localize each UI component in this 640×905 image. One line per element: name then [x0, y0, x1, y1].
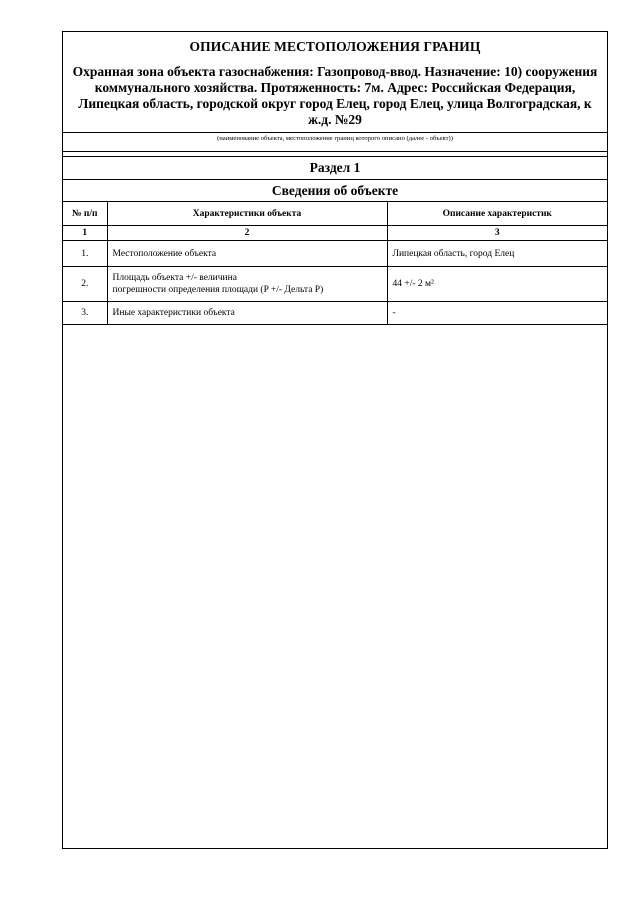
column-header-characteristic: Характеристики объекта [107, 202, 387, 226]
row-description: - [387, 302, 607, 325]
row-number: 1. [63, 241, 107, 267]
column-header-number: № п/п [63, 202, 107, 226]
section-title: Раздел 1 [63, 156, 607, 179]
row-characteristic: Местоположение объекта [107, 241, 387, 267]
row-characteristic-line: Площадь объекта +/- величина [112, 273, 237, 283]
document-header [63, 32, 607, 132]
column-header-description: Описание характеристик [387, 202, 607, 226]
table-row [63, 241, 607, 267]
table-row [63, 267, 607, 302]
section-subtitle: Сведения об объекте [63, 179, 607, 202]
column-number: 3 [387, 226, 607, 241]
row-characteristic [107, 267, 387, 302]
object-caption: (наименование объекта, местоположение границ которого описано (далее - объект)) [63, 132, 607, 152]
document-frame [62, 31, 608, 849]
row-characteristic: Иные характеристики объекта [107, 302, 387, 325]
object-info-table [63, 202, 607, 325]
row-number: 2. [63, 267, 107, 302]
table-header-row [63, 202, 607, 226]
row-number: 3. [63, 302, 107, 325]
row-description: 44 +/- 2 м² [387, 267, 607, 302]
column-number: 2 [107, 226, 387, 241]
column-number: 1 [63, 226, 107, 241]
table-row [63, 302, 607, 325]
object-name: Охранная зона объекта газоснабжения: Газопровод-ввод. Назначение: 10) сооружения коммунального хозяйства. Протяженность: 7м. Адрес: Российская Федерация, Липецкая область, городской округ город Елец, город Елец, улица Волгоградская, к ж.д. №29 [72, 64, 598, 127]
document-title: ОПИСАНИЕ МЕСТОПОЛОЖЕНИЯ ГРАНИЦ [189, 39, 481, 54]
row-characteristic-line: погрешности определения площади (P +/- Дельта P) [112, 285, 324, 295]
column-number-row [63, 226, 607, 241]
row-description: Липецкая область, город Елец [387, 241, 607, 267]
